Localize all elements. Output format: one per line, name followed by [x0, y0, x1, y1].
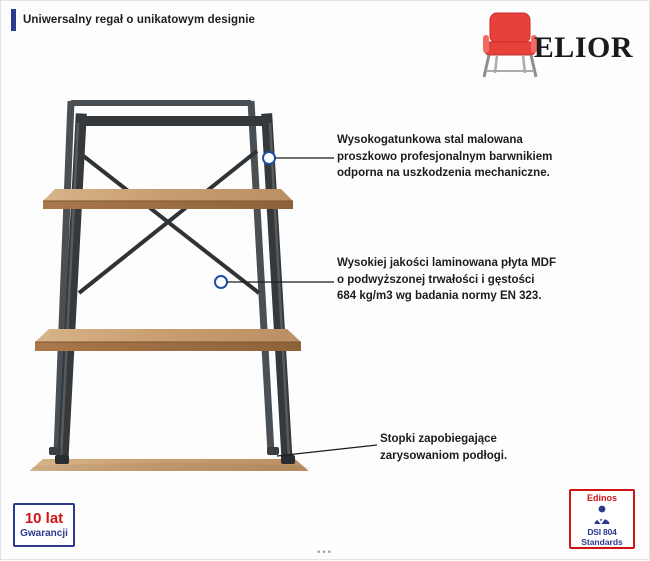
certificate-top-text: Edinos: [586, 493, 617, 503]
callout-mdf: [337, 255, 642, 305]
callout-steel-line-2: proszkowo profesjonalnym barwnikiem: [337, 150, 553, 163]
person-check-icon: [591, 504, 613, 526]
floor-protector-foot: [55, 455, 69, 464]
callout-steel-line-3: odporna na uszkodzenia mechaniczne.: [337, 167, 550, 180]
callout-steel-line-1: Wysokogatunkowa stal malowana: [337, 134, 523, 146]
ladder-shelf-illustration: [19, 61, 329, 471]
callout-mdf-line-1: Wysokiej jakości laminowana płyta MDF: [337, 257, 556, 269]
callout-feet-line-1: Stopki zapobiegające: [380, 433, 497, 445]
footer-dots: •••: [317, 547, 333, 557]
title-accent-bar: [11, 9, 16, 31]
brand-logo: [455, 11, 635, 81]
callout-mdf-line-2: o podwyższonej trwałości i gęstości: [337, 273, 535, 286]
page-title: [11, 9, 255, 31]
certificate-badge: [569, 489, 635, 549]
warranty-years-text: 10 lat: [24, 510, 64, 527]
warranty-label-text: Gwarancji: [20, 528, 68, 539]
callout-mdf-line-3: 684 kg/m3 wg badania normy EN 323.: [337, 290, 542, 303]
callout-feet: [380, 431, 645, 464]
certificate-mid-text: DSI 804: [587, 527, 617, 537]
callout-feet-line-2: zarysowaniom podłogi.: [380, 449, 508, 462]
page-title-text: Uniwersalny regał o unikatowym designie: [23, 14, 256, 26]
floor-protector-foot: [281, 455, 295, 464]
warranty-badge: [13, 503, 75, 547]
certificate-bottom-text: Standards: [581, 537, 623, 547]
callout-steel: [337, 132, 642, 182]
brand-name-text: ELIOR: [533, 31, 633, 64]
